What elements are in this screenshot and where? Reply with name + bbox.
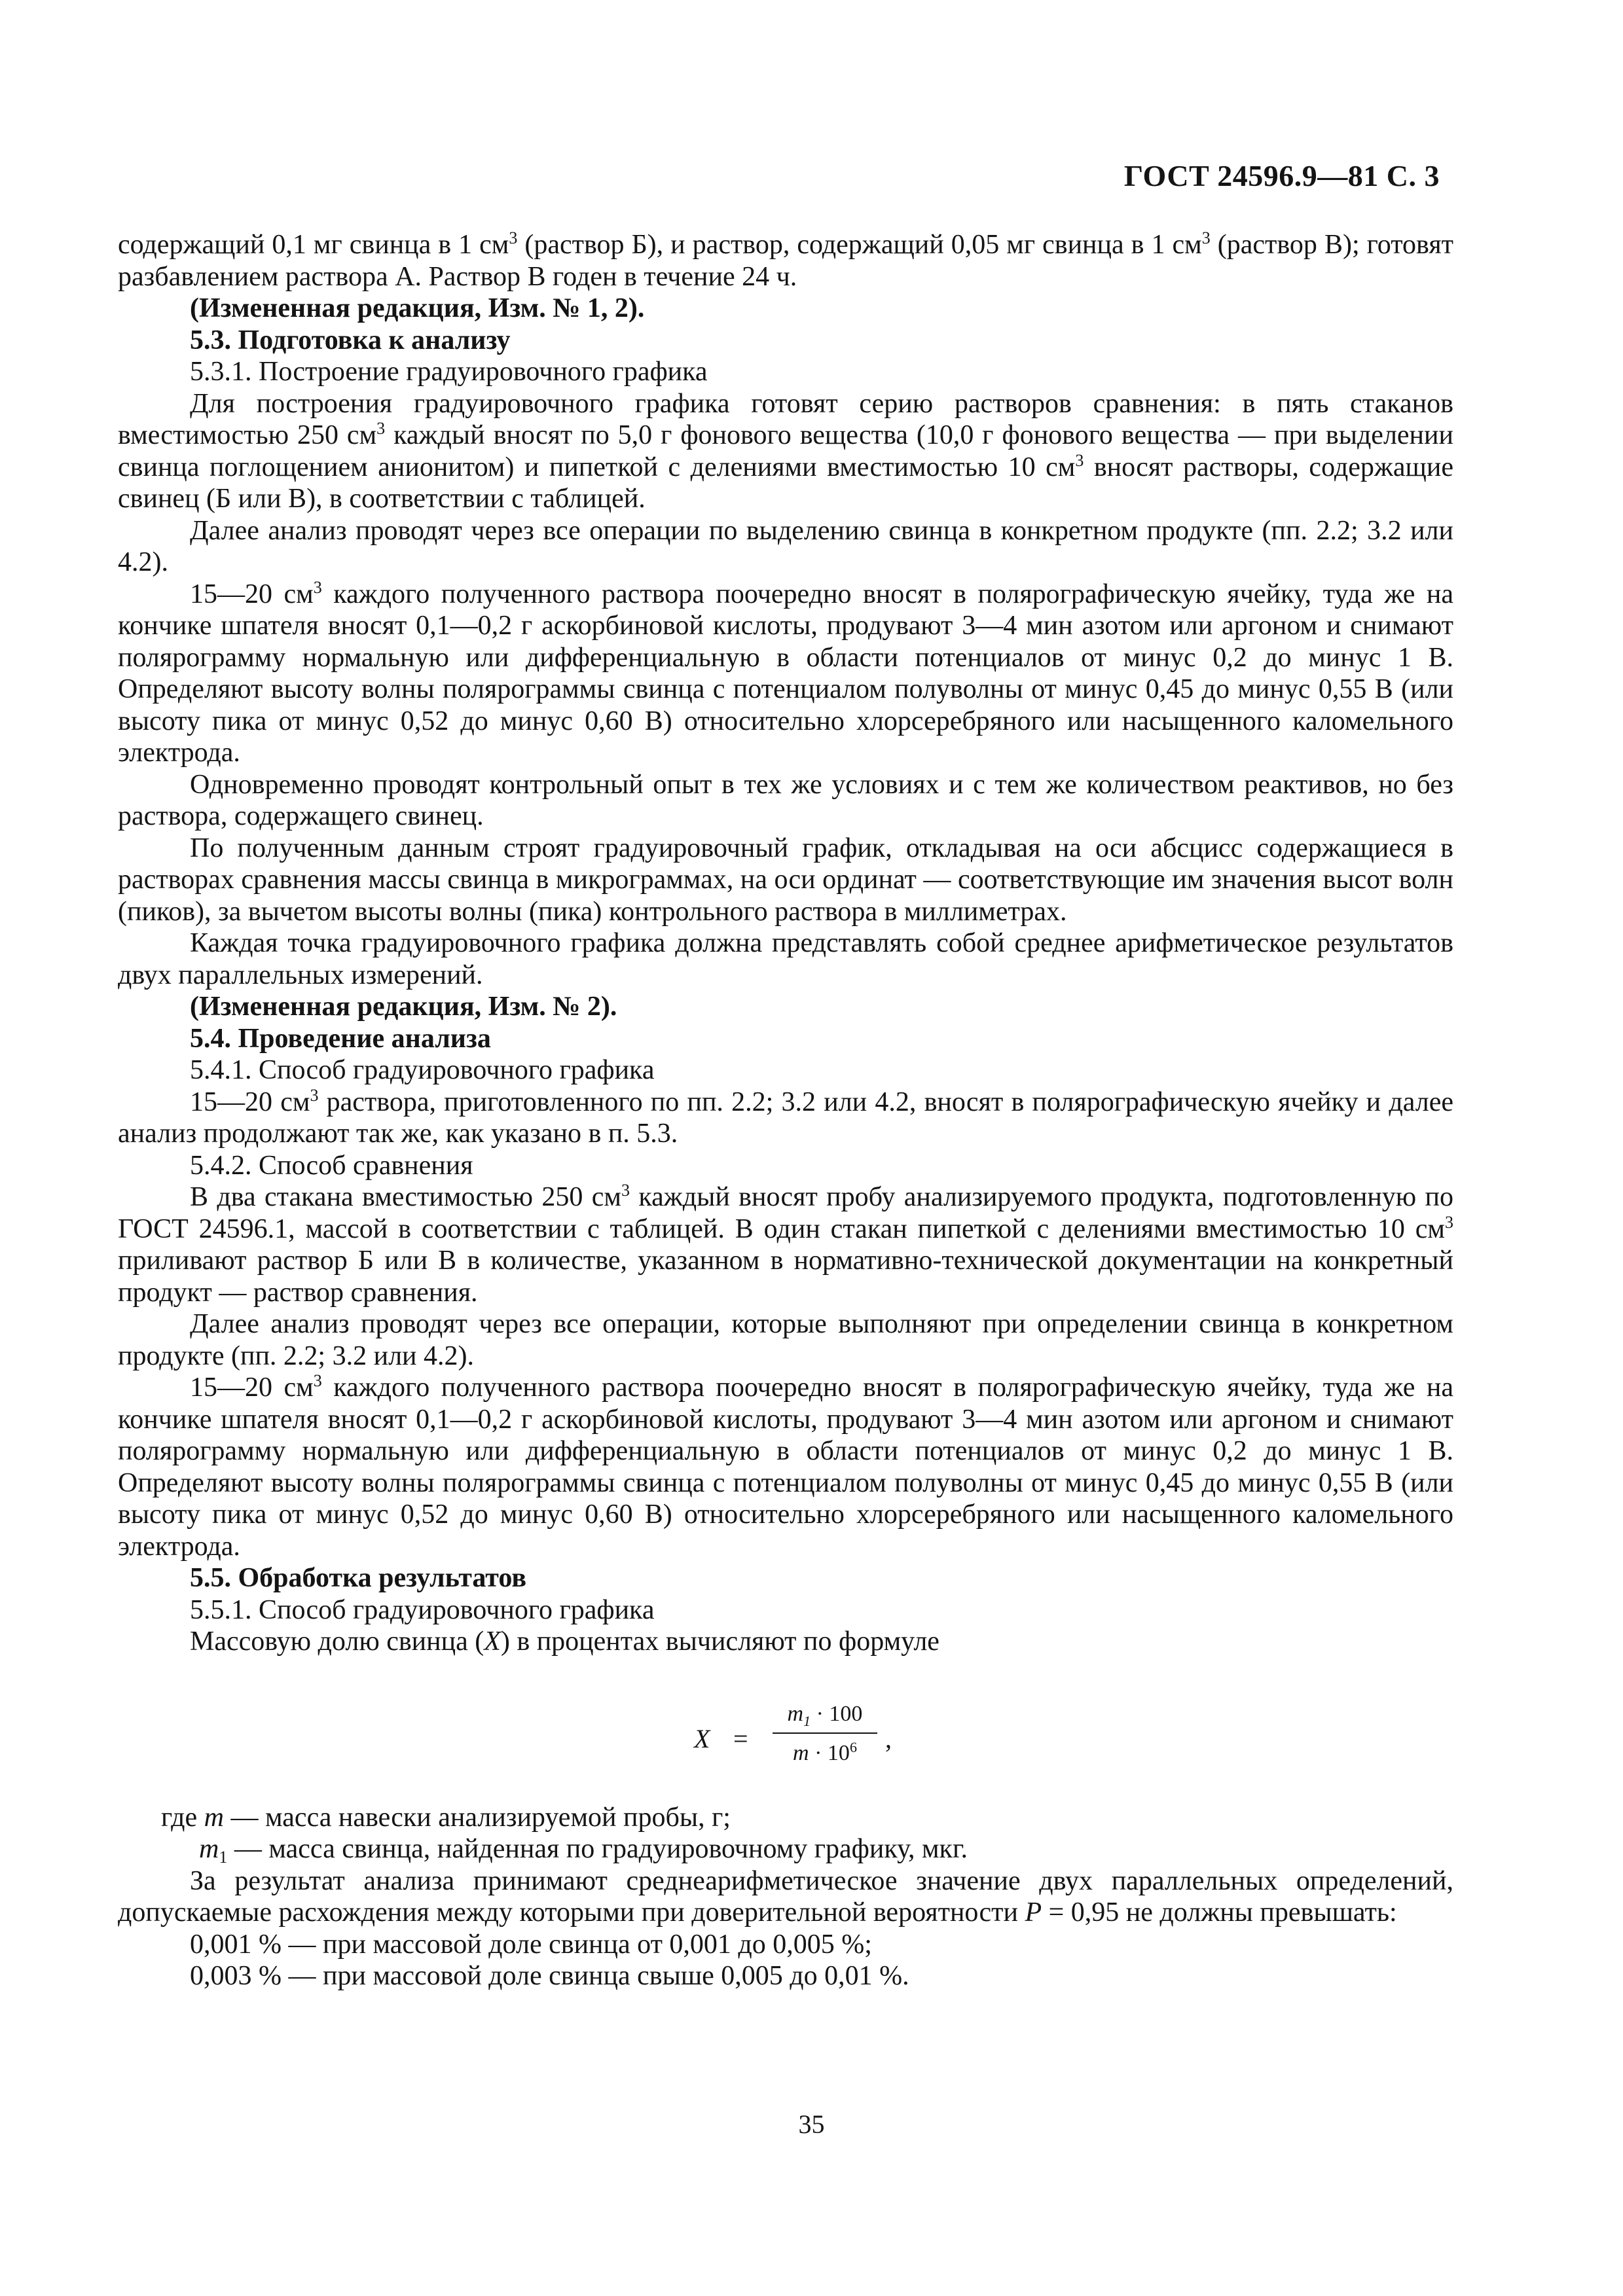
legend-m: где m — масса навески анализируемой пробы, г; [161, 1802, 731, 1833]
paragraph: Каждая точка градуировочного графика должна представлять собой среднее арифметическое результатов двух параллельных измерений. [118, 928, 1453, 990]
document-body [118, 229, 1453, 1992]
paragraph: 15—20 $см^3$ раствора, приготовленного по пп. 2.2; 3.2 или 4.2, вносят в полярографическую ячейку и далее анализ продолжают так же, как указано в п. 5.3. [118, 1085, 1453, 1149]
paragraph: содержащий 0,1 мг свинца в 1 $см^3$ (раствор Б), и раствор, содержащий 0,05 мг свинца в 1 $см^3$ (раствор В); готовят разбавлением раствора А. Раствор В годен в течение 24 ч. [118, 228, 1454, 292]
formula-lhs: X [694, 1723, 710, 1753]
paragraph: Далее анализ проводят через все операции по выделению свинца в конкретном продукте (пп. 2.2; 3.2 или 4.2). [118, 515, 1453, 577]
paragraph: Одновременно проводят контрольный опыт в тех же условиях и с тем же количеством реактивов, но без раствора, содержащего свинец. [118, 769, 1453, 831]
paragraph: За результат анализа принимают среднеарифметическое значение двух параллельных определений, допускаемые расхождения между которыми при доверительной вероятности P = 0,95 не должны превышать: [118, 1865, 1453, 1928]
formula [118, 1658, 1453, 1802]
paragraph: 15—20 $см^3$ каждого полученного раствора поочередно вносят в полярографическую ячейку, туда же на кончике шпателя вносят 0,1—0,2 г аскорбиновой кислоты, продувают 3—4 мин азотом или аргоном и снимают полярограмму нормальную или дифференциальную в области потенциалов от минус 0,2 до минус 1 В. Определяют высоту волны полярограммы свинца с потенциалом полуволны от минус 0,45 до минус 0,55 В (или высоту пика от минус 0,52 до минус 0,60 В) относительно хлорсеребряного или насыщенного каломельного электрода. [118, 577, 1453, 768]
paragraph: В два стакана вместимостью 250 $см^3$ каждый вносят пробу анализируемого продукта, подготовленную по ГОСТ 24596.1, массой в соответствии с таблицей. В один стакан пипеткой с делениями вместимостью 10 $см^3$ приливают раствор Б или В в количестве, указанном в нормативно-технической документации на конкретный продукт — раствор сравнения. [118, 1181, 1453, 1308]
section-heading-5-5: 5.5. Обработка результатов [190, 1563, 527, 1593]
paragraph: Для построения градуировочного графика готовят серию растворов сравнения: в пять стаканов вместимостью 250 $см^3$ каждый вносят по 5,0 г фонового вещества (10,0 г фонового вещества — при выделении свинца поглощением анионитом) и пипеткой с делениями вместимостью 10 $см^3$ вносят растворы, содержащие свинец (Б или В), в соответствии с таблицей. [118, 388, 1453, 514]
paragraph: Далее анализ проводят через все операции, которые выполняют при определении свинца в конкретном продукте (пп. 2.2; 3.2 или 4.2). [118, 1309, 1453, 1371]
subsection-heading-5-5-1: 5.5.1. Способ градуировочного графика [190, 1594, 655, 1625]
subsection-heading-5-4-1: 5.4.1. Способ градуировочного графика [190, 1055, 655, 1085]
subsection-heading-5-4-2: 5.4.2. Способ сравнения [190, 1150, 473, 1181]
formula-equals: = [733, 1723, 748, 1753]
formula-fraction [773, 1698, 877, 1770]
legend-m1: $m_1$ — масса свинца, найденная по градуировочному графику, мкг. [199, 1834, 968, 1867]
limit-item: 0,001 % — при массовой доле свинца от 0,001 до 0,005 %; [190, 1929, 872, 1960]
section-heading-5-4: 5.4. Проведение анализа [190, 1023, 491, 1054]
edit-note: (Измененная редакция, Изм. № 1, 2). [190, 293, 645, 323]
page-number: 35 [798, 2109, 825, 2139]
edit-note: (Измененная редакция, Изм. № 2). [190, 992, 617, 1022]
limit-item: 0,003 % — при массовой доле свинца свыше 0,005 до 0,01 %. [190, 1961, 909, 1991]
paragraph: 15—20 $см^3$ каждого полученного раствора поочередно вносят в полярографическую ячейку, туда же на кончике шпателя вносят 0,1—0,2 г аскорбиновой кислоты, продувают 3—4 мин азотом или аргоном и снимают полярограмму нормальную или дифференциальную в области потенциалов от минус 0,2 до минус 1 В. Определяют высоту волны полярограммы свинца с потенциалом полуволны от минус 0,45 до минус 0,55 В (или высоту пика от минус 0,52 до минус 0,60 В) относительно хлорсеребряного или насыщенного каломельного электрода. [118, 1371, 1453, 1562]
formula-numerator: $m_1 \cdot 100$ [787, 1701, 863, 1729]
subsection-heading-5-3-1: 5.3.1. Построение градуировочного графика [190, 357, 708, 387]
formula-denominator: $m \cdot 10^6$ [793, 1739, 857, 1765]
page-header: ГОСТ 24596.9—81 С. 3 [1123, 159, 1440, 192]
paragraph: По полученным данным строят градуировочный график, откладывая на оси абсцисс содержащиеся в растворах сравнения массы свинца в микрограммах, на оси ординат — соответствующие им значения высот волн (пиков), за вычетом высоты волны (пика) контрольного раствора в миллиметрах. [118, 833, 1453, 927]
formula-comma: , [885, 1723, 892, 1753]
paragraph: Массовую долю свинца (X) в процентах вычисляют по формуле [190, 1626, 939, 1657]
section-heading-5-3: 5.3. Подготовка к анализу [190, 325, 511, 355]
